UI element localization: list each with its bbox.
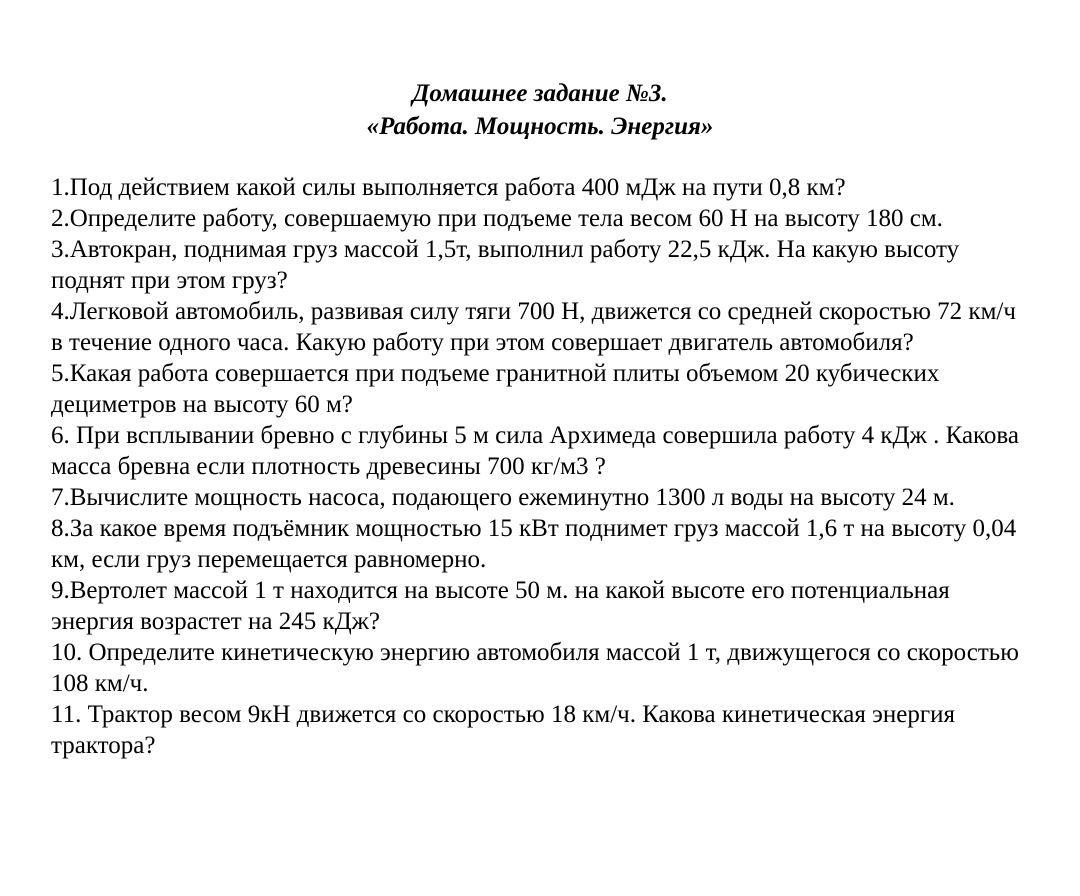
task-item-6: 6. При всплывании бревно с глубины 5 м сила Архимеда совершила работу 4 кДж . Какова масса бревна если плотность древесины 700 кг/м3 ? xyxy=(51,422,1019,480)
task-list xyxy=(51,172,1026,761)
task-item-7: 7.Вычислите мощность насоса, подающего ежеминутно 1300 л воды на высоту 24 м. xyxy=(51,484,955,511)
task-item-1: 1.Под действием какой силы выполняется работа 400 мДж на пути 0,8 км? xyxy=(51,174,846,201)
task-item-3: 3.Автокран, поднимая груз массой 1,5т, выполнил работу 22,5 кДж. На какую высоту поднят при этом груз? xyxy=(51,236,960,294)
task-item-2: 2.Определите работу, совершаемую при подъеме тела весом 60 Н на высоту 180 см. xyxy=(51,205,943,232)
task-item-10: 10. Определите кинетическую энергию автомобиля массой 1 т, движущегося со скоростью 108 км/ч. xyxy=(51,639,1019,697)
task-item-4: 4.Легковой автомобиль, развивая силу тяги 700 Н, движется со средней скоростью 72 км/ч в течение одного часа. Какую работу при этом совершает двигатель автомобиля? xyxy=(51,298,1016,356)
document-title: Домашнее задание №3. xyxy=(412,80,668,107)
task-item-11: 11. Трактор весом 9кН движется со скоростью 18 км/ч. Какова кинетическая энергия трактора? xyxy=(51,701,955,759)
task-item-9: 9.Вертолет массой 1 т находится на высоте 50 м. на какой высоте его потенциальная энергия возрастет на 245 кДж? xyxy=(51,577,950,635)
task-item-5: 5.Какая работа совершается при подъеме гранитной плиты объемом 20 кубических дециметров на высоту 60 м? xyxy=(51,360,940,418)
document-subtitle: «Работа. Мощность. Энергия» xyxy=(366,113,714,140)
task-item-8: 8.За какое время подъёмник мощностью 15 кВт поднимет груз массой 1,6 т на высоту 0,04 км, если груз перемещается равномерно. xyxy=(51,515,1017,573)
